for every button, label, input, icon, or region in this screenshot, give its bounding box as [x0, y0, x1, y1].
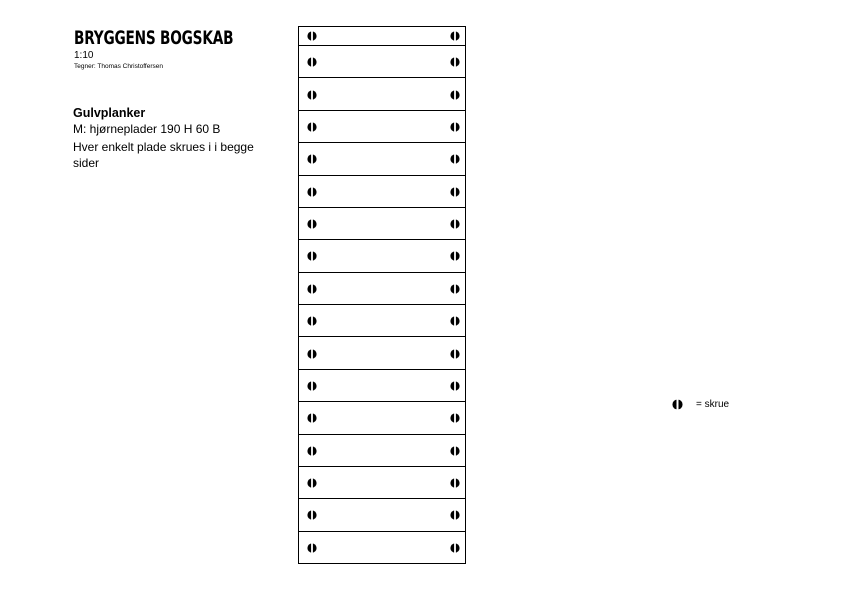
floor-plank — [299, 239, 465, 271]
screw-icon-left — [307, 122, 317, 132]
screw-icon-left — [307, 446, 317, 456]
section-heading: Gulvplanker — [73, 106, 146, 120]
screw-icon-left — [307, 154, 317, 164]
drawing-title: BRYGGENS BOGSKAB — [74, 27, 234, 49]
screw-icon-right — [450, 316, 460, 326]
screw-icon-right — [450, 446, 460, 456]
floor-planks-diagram — [298, 26, 466, 564]
floor-plank — [299, 45, 465, 77]
legend-label: = skrue — [696, 399, 730, 410]
screw-icon-right — [450, 57, 460, 67]
floor-plank — [299, 531, 465, 563]
screw-icon-left — [307, 510, 317, 520]
screw-icon-right — [450, 510, 460, 520]
screw-icon-left — [307, 349, 317, 359]
screw-icon-left — [307, 251, 317, 261]
screw-icon-right — [450, 122, 460, 132]
drawer-credit: Tegner: Thomas Christoffersen — [74, 63, 163, 70]
screw-icon-left — [307, 284, 317, 294]
screw-icon-left — [307, 57, 317, 67]
floor-plank — [299, 466, 465, 498]
legend-screw-icon — [672, 399, 683, 410]
floor-plank — [299, 272, 465, 304]
screw-icon-right — [450, 478, 460, 488]
screw-icon-right — [450, 31, 460, 41]
screw-icon-left — [307, 381, 317, 391]
screw-icon-left — [307, 478, 317, 488]
screw-icon-right — [450, 251, 460, 261]
screw-icon-right — [450, 543, 460, 553]
floor-plank — [299, 77, 465, 109]
floor-plank — [299, 401, 465, 433]
floor-plank — [299, 369, 465, 401]
floor-plank — [299, 434, 465, 466]
description-line-1: M: hjørneplader 190 H 60 B — [73, 122, 221, 136]
floor-plank — [299, 498, 465, 530]
screw-icon-right — [450, 413, 460, 423]
screw-icon-right — [450, 219, 460, 229]
description-line-3: sider — [73, 156, 100, 170]
screw-icon-right — [450, 187, 460, 197]
floor-plank — [299, 304, 465, 336]
screw-icon-left — [307, 187, 317, 197]
screw-icon-left — [307, 543, 317, 553]
screw-icon-left — [307, 413, 317, 423]
drawing-scale: 1:10 — [74, 50, 94, 61]
floor-plank — [299, 142, 465, 174]
floor-plank — [299, 207, 465, 239]
screw-icon-right — [450, 90, 460, 100]
description-line-2: Hver enkelt plade skrues i i begge — [73, 140, 254, 154]
screw-icon-right — [450, 349, 460, 359]
floor-plank — [299, 175, 465, 207]
screw-icon-right — [450, 154, 460, 164]
floor-plank — [299, 336, 465, 368]
floor-plank — [299, 27, 465, 45]
screw-icon-left — [307, 31, 317, 41]
screw-icon-right — [450, 284, 460, 294]
screw-icon-right — [450, 381, 460, 391]
screw-icon-left — [307, 219, 317, 229]
screw-icon-left — [307, 90, 317, 100]
screw-icon-left — [307, 316, 317, 326]
floor-plank — [299, 110, 465, 142]
